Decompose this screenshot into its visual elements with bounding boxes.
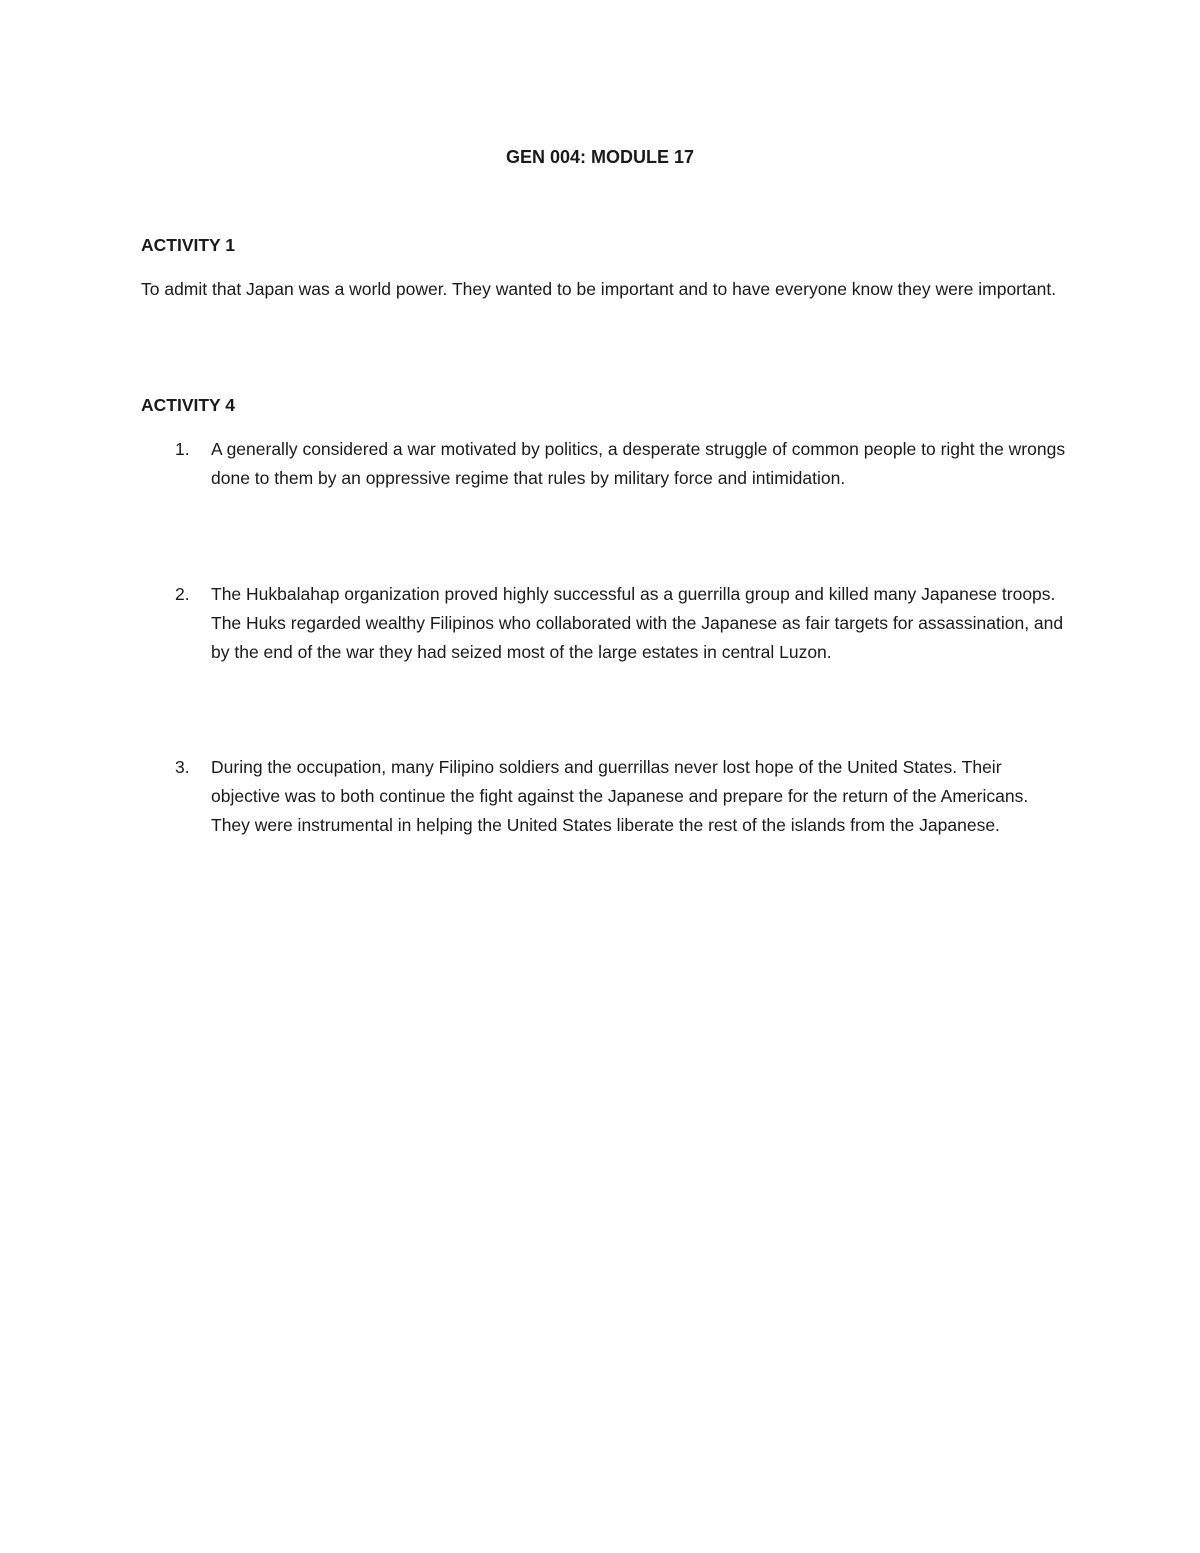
- list-item: [141, 580, 1071, 667]
- activity-1-heading: ACTIVITY 1: [141, 235, 236, 255]
- list-item-text: A generally considered a war motivated by politics, a desperate struggle of common people to right the wrongs done to them by an oppressive regime that rules by military force and intimidation.: [211, 439, 1066, 488]
- list-item: [141, 753, 1071, 840]
- list-item-number: 3.: [175, 757, 190, 777]
- activity-4-heading: ACTIVITY 4: [141, 395, 236, 415]
- list-item: [141, 435, 1071, 493]
- list-item-text: The Hukbalahap organization proved highly successful as a guerrilla group and killed many Japanese troops. The Huks regarded wealthy Filipinos who collaborated with the Japanese as fair targets for assassination, and by the end of the war they had seized most of the large estates in central Luzon.: [211, 584, 1064, 662]
- document-title: GEN 004: MODULE 17: [505, 147, 695, 167]
- list-item-text: During the occupation, many Filipino soldiers and guerrillas never lost hope of the United States. Their objective was to both continue the fight against the Japanese and prepare for the return of the Americans. They were instrumental in helping the United States liberate the rest of the islands from the Japanese.: [211, 757, 1029, 835]
- activity-1-answer: To admit that Japan was a world power. They wanted to be important and to have everyone know they were important.: [141, 279, 1057, 299]
- list-item-number: 2.: [175, 584, 190, 604]
- list-item-number: 1.: [175, 439, 190, 459]
